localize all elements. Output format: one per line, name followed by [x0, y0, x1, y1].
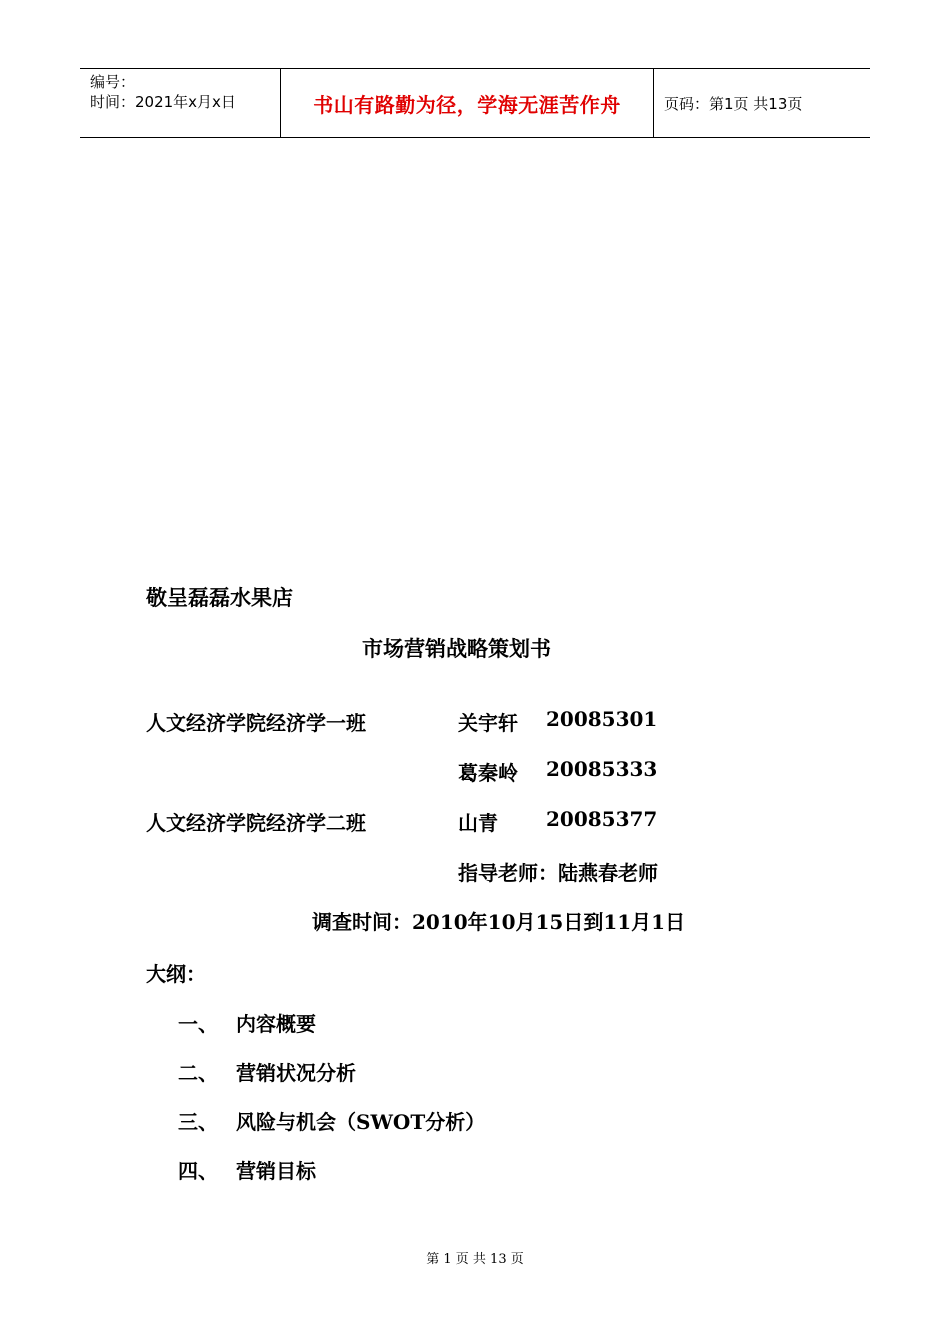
date-line: 时间：2021年x月x日: [90, 93, 236, 111]
serial-number-label: 编号：: [90, 73, 136, 91]
outline-item-text: 内容概要: [236, 1012, 316, 1036]
author-id: 20085301: [546, 707, 658, 731]
header-motto-cell: [281, 69, 654, 137]
outline-item-number: 一、: [178, 1012, 218, 1036]
author-class: 人文经济学院经济学二班: [146, 811, 366, 835]
author-class: 人文经济学院经济学一班: [146, 711, 366, 735]
outline-item-text: 营销目标: [236, 1159, 316, 1183]
outline-item-number: 二、: [178, 1061, 218, 1085]
survey-period: 调查时间：2010年10月15日到11月1日: [312, 910, 686, 934]
header-meta-cell: [80, 69, 281, 137]
page-footer: 第 1 页 共 13 页: [426, 1252, 524, 1267]
page-info: 页码：第1页 共13页: [664, 94, 803, 113]
outline-item-number: 三、: [178, 1110, 218, 1134]
motto-text: 书山有路勤为径，学海无涯苦作舟: [313, 92, 621, 117]
outline-item-number: 四、: [178, 1159, 218, 1183]
outline-item-text: 营销状况分析: [236, 1061, 356, 1085]
dedication-line: 敬呈磊磊水果店: [146, 585, 293, 610]
author-id: 20085333: [546, 757, 658, 781]
author-name: 山青: [458, 811, 498, 835]
author-id: 20085377: [546, 807, 658, 831]
page-header: [80, 68, 870, 138]
advisor-line: 指导老师：陆燕春老师: [458, 861, 658, 885]
author-name: 关宇轩: [458, 711, 518, 735]
author-name: 葛秦岭: [458, 761, 518, 785]
document-title: 市场营销战略策划书: [362, 636, 551, 661]
outline-item-text: 风险与机会（SWOT分析）: [236, 1110, 486, 1134]
header-page-cell: [654, 69, 870, 137]
outline-heading: 大纲：: [146, 962, 206, 986]
